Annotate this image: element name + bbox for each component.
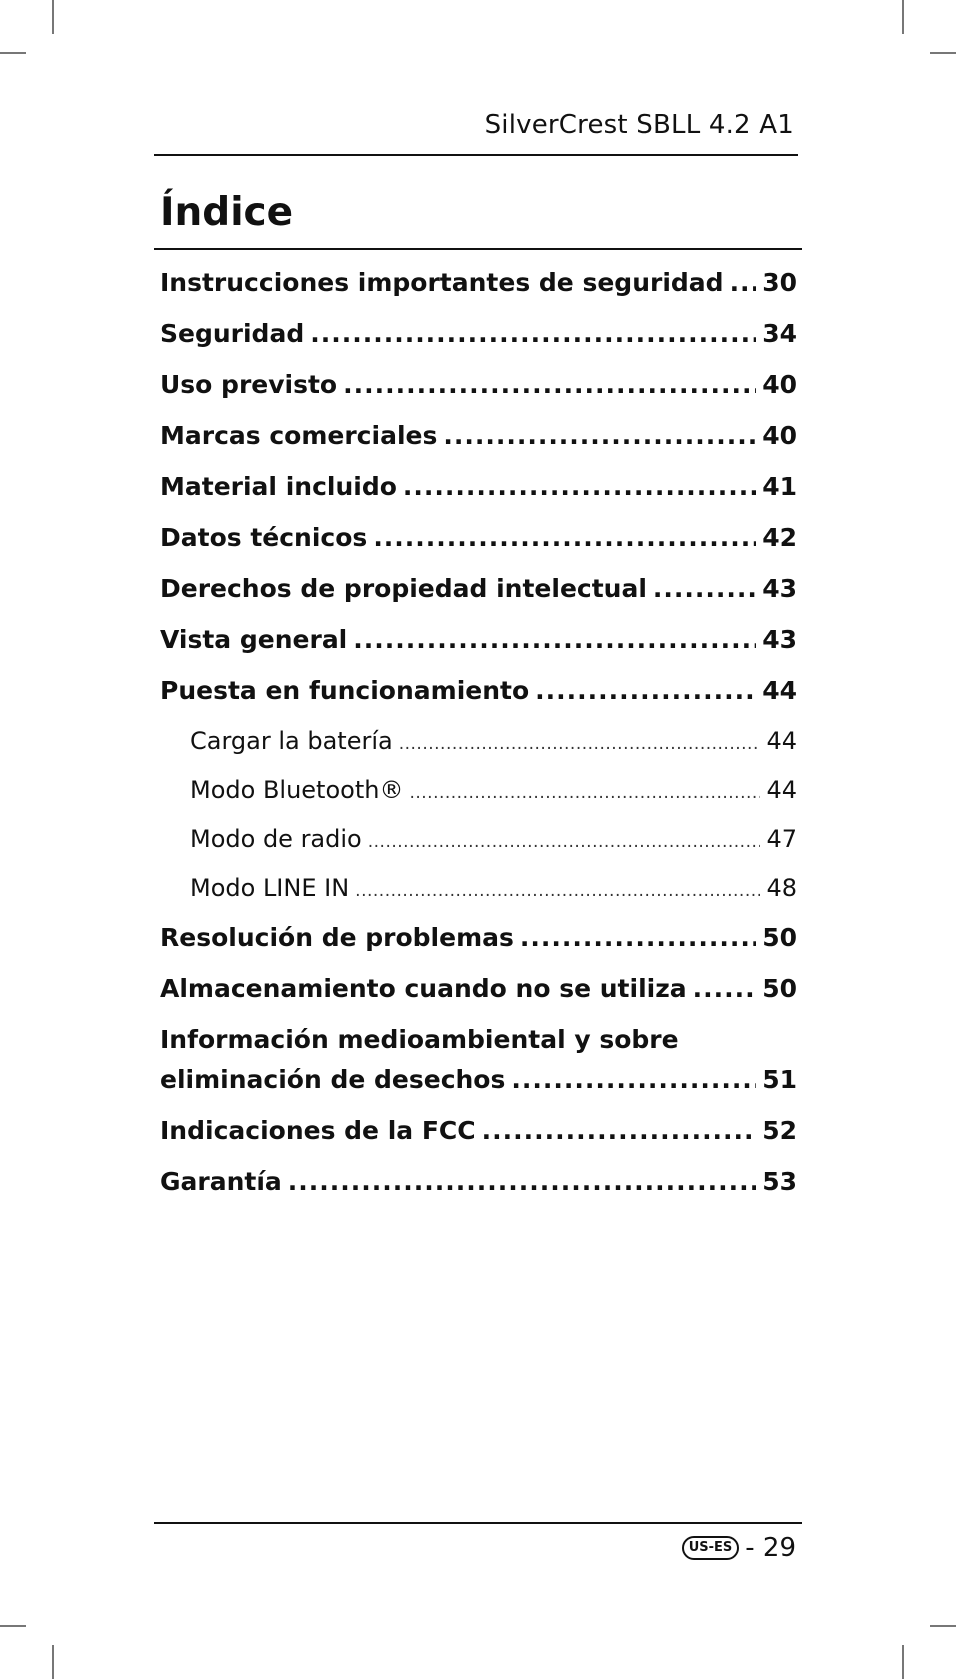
crop-mark-right-bottom (930, 1625, 956, 1627)
toc-entry-label: Derechos de propiedad intelectual (160, 574, 647, 603)
leader-dots (520, 923, 756, 952)
toc-subentry[interactable] (160, 727, 797, 776)
toc-entry-page: 50 (762, 974, 797, 1003)
toc-entry[interactable] (160, 268, 797, 319)
toc-entry-page: 52 (762, 1116, 797, 1145)
leader-dots (368, 832, 761, 852)
toc-entry-label: Uso previsto (160, 370, 338, 399)
toc-entry-label-line1: Información medioambiental y sobre (160, 1025, 679, 1054)
toc-subentry[interactable] (160, 825, 797, 874)
toc-entry[interactable] (160, 574, 797, 625)
toc-entry-page: 41 (762, 472, 797, 501)
crop-mark-top-left (52, 0, 54, 34)
toc-entry-page: 43 (762, 625, 797, 654)
crop-mark-top-right (902, 0, 904, 34)
toc-entry[interactable] (160, 370, 797, 421)
toc-entry-page: 44 (766, 776, 797, 804)
toc-entry-page: 30 (762, 268, 797, 297)
toc-entry-page: 34 (762, 319, 797, 348)
toc-entry-label: Cargar la batería (190, 727, 393, 755)
page-title: Índice (160, 190, 294, 235)
toc-entry-label: Marcas comerciales (160, 421, 438, 450)
toc-entry-label: Vista general (160, 625, 348, 654)
product-title: SilverCrest SBLL 4.2 A1 (484, 110, 794, 140)
toc-entry-label: Indicaciones de la FCC (160, 1116, 476, 1145)
toc-entry-page: 44 (766, 727, 797, 755)
toc-entry-label: Instrucciones importantes de seguridad (160, 268, 724, 297)
toc-entry[interactable] (160, 472, 797, 523)
footer-divider (154, 1522, 802, 1524)
crop-mark-left-top (0, 52, 26, 54)
crop-mark-bottom-right (902, 1645, 904, 1679)
leader-dots (409, 783, 760, 803)
toc-entry[interactable] (160, 1167, 797, 1218)
toc-entry-label: Material incluido (160, 472, 397, 501)
language-badge: US-ES (682, 1536, 740, 1560)
toc-entry-label: Garantía (160, 1167, 282, 1196)
toc-entry-label: Datos técnicos (160, 523, 368, 552)
toc-entry-page: 51 (762, 1065, 797, 1094)
leader-dots (511, 1065, 756, 1094)
crop-mark-bottom-left (52, 1645, 54, 1679)
toc-entry-page: 44 (762, 676, 797, 705)
leader-dots (482, 1116, 757, 1145)
leader-dots (399, 734, 761, 754)
leader-dots (443, 421, 756, 450)
toc-entry-label: Modo de radio (190, 825, 362, 853)
toc-entry-page: 40 (762, 421, 797, 450)
toc-entry-label: Resolución de problemas (160, 923, 514, 952)
toc-entry[interactable] (160, 421, 797, 472)
crop-mark-right-top (930, 52, 956, 54)
toc-entry[interactable] (160, 1116, 797, 1167)
crop-mark-left-bottom (0, 1625, 26, 1627)
leader-dots (693, 974, 757, 1003)
leader-dots (373, 523, 756, 552)
leader-dots (730, 268, 757, 297)
toc-entry-label: Almacenamiento cuando no se utiliza (160, 974, 687, 1003)
toc-entry-multiline[interactable] (160, 1025, 797, 1116)
toc-entry[interactable] (160, 676, 797, 727)
toc-entry-page: 48 (766, 874, 797, 902)
toc-entry[interactable] (160, 974, 797, 1025)
toc-entry-page: 50 (762, 923, 797, 952)
toc-entry-label: Modo Bluetooth® (190, 776, 404, 804)
leader-dots (653, 574, 756, 603)
leader-dots (535, 676, 756, 705)
header-divider (154, 154, 798, 156)
toc-subentry[interactable] (160, 874, 797, 923)
leader-dots (310, 319, 756, 348)
leader-dots (353, 625, 756, 654)
table-of-contents (160, 268, 797, 1218)
leader-dots (355, 881, 760, 901)
toc-entry-page: 43 (762, 574, 797, 603)
page-number: - 29 (745, 1533, 796, 1563)
leader-dots (343, 370, 756, 399)
toc-entry-label: Modo LINE IN (190, 874, 350, 902)
toc-entry[interactable] (160, 923, 797, 974)
page-footer (682, 1533, 796, 1563)
toc-entry-page: 47 (766, 825, 797, 853)
toc-entry[interactable] (160, 319, 797, 370)
title-divider (154, 248, 802, 250)
toc-subentry[interactable] (160, 776, 797, 825)
toc-entry[interactable] (160, 625, 797, 676)
toc-entry-page: 53 (762, 1167, 797, 1196)
leader-dots (288, 1167, 756, 1196)
toc-entry-label: Seguridad (160, 319, 305, 348)
toc-entry-page: 40 (762, 370, 797, 399)
toc-entry-label: Puesta en funcionamiento (160, 676, 530, 705)
toc-entry-page: 42 (762, 523, 797, 552)
toc-entry-label: eliminación de desechos (160, 1065, 506, 1094)
toc-entry[interactable] (160, 523, 797, 574)
leader-dots (403, 472, 756, 501)
